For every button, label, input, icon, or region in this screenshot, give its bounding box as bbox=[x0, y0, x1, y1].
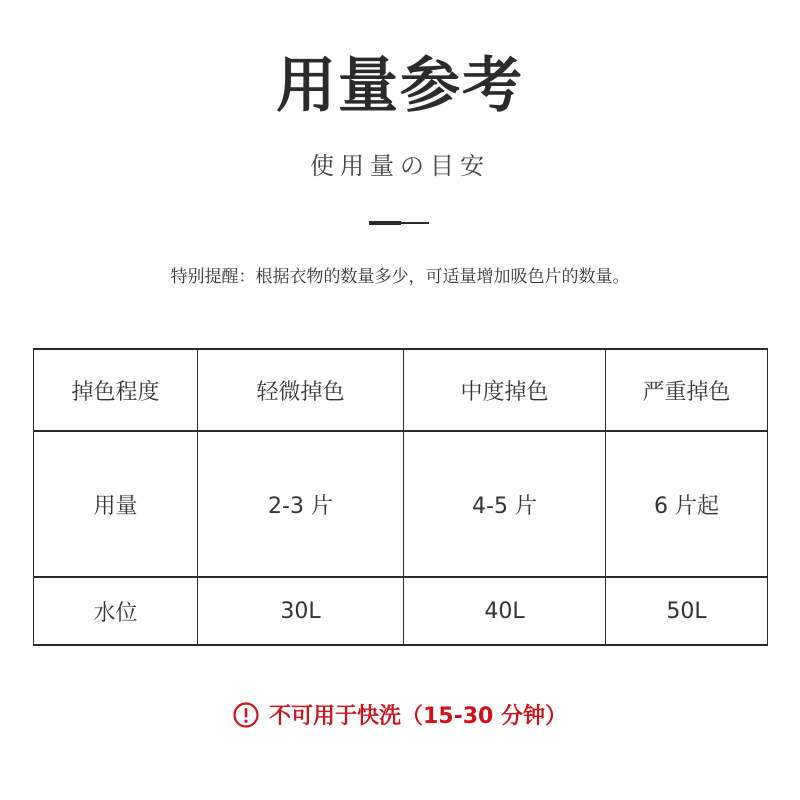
table-header-cell: 严重掉色 bbox=[606, 349, 768, 431]
table-cell: 40L bbox=[404, 577, 606, 645]
table-header-cell: 掉色程度 bbox=[34, 349, 198, 431]
table-row-label: 用量 bbox=[34, 431, 198, 577]
table-header-cell: 轻微掉色 bbox=[198, 349, 404, 431]
table-row bbox=[34, 431, 768, 577]
table-cell: 50L bbox=[606, 577, 768, 645]
page-title: 用量参考 bbox=[276, 51, 524, 121]
special-notice: 特别提醒：根据衣物的数量多少，可适量增加吸色片的数量。 bbox=[170, 267, 630, 287]
warning-message bbox=[0, 700, 800, 734]
table-row-label: 水位 bbox=[34, 577, 198, 645]
table-cell: 6 片起 bbox=[606, 431, 768, 577]
divider-dark-segment bbox=[369, 221, 401, 225]
table-cell: 30L bbox=[198, 577, 404, 645]
exclamation-circle-icon bbox=[233, 702, 259, 728]
table-cell: 2-3 片 bbox=[198, 431, 404, 577]
table-header-cell: 中度掉色 bbox=[404, 349, 606, 431]
page-subtitle: 使用量の目安 bbox=[310, 152, 490, 180]
divider-light-segment bbox=[401, 222, 429, 224]
title-divider bbox=[369, 221, 429, 225]
table-header-row bbox=[34, 349, 768, 431]
table-cell: 4-5 片 bbox=[404, 431, 606, 577]
warning-text: 不可用于快洗（15-30 分钟） bbox=[268, 704, 568, 729]
table-row bbox=[34, 577, 768, 645]
usage-table bbox=[33, 348, 768, 646]
